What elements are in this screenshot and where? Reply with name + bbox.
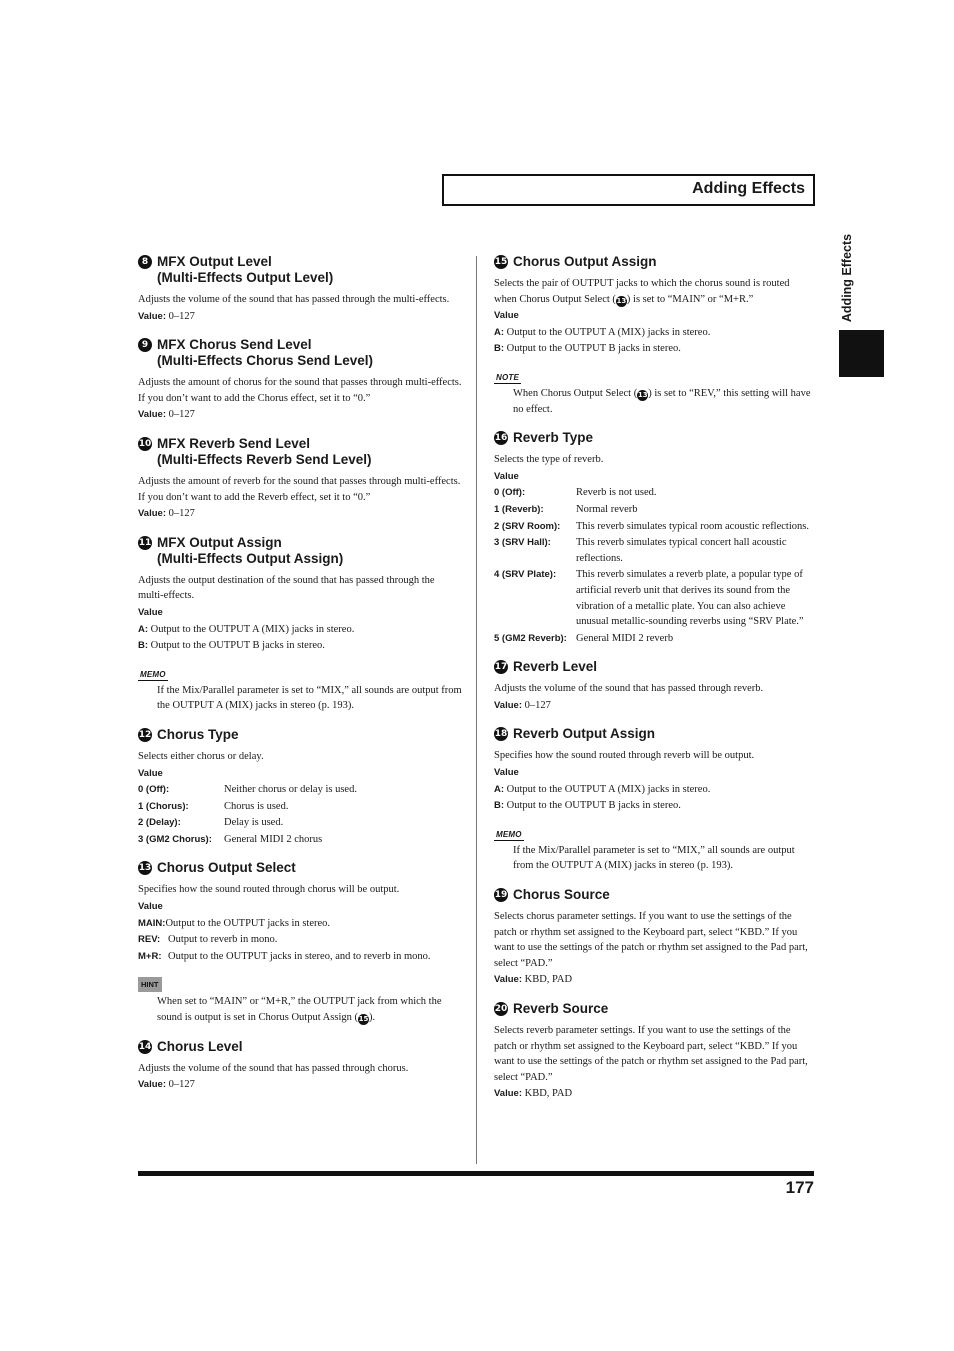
section-chorus-output-select (138, 860, 462, 1025)
option-text: Delay is used. (224, 817, 284, 829)
option-key: 3 (GM2 Chorus): (138, 833, 212, 845)
option-key: B: (138, 640, 149, 652)
section-number-badge: 15 (494, 257, 508, 267)
value-line (138, 1077, 462, 1093)
section-mfx-chorus-send-level (138, 337, 462, 423)
note-text (513, 386, 814, 417)
section-number-badge: 12 (138, 729, 152, 740)
option-key: B: (494, 800, 505, 812)
value-line (138, 407, 462, 423)
section-mfx-output-assign (138, 535, 462, 714)
section-heading (494, 659, 814, 675)
section-heading (138, 727, 462, 743)
reference-number-badge: 13 (616, 296, 627, 307)
memo-block (494, 824, 814, 874)
value-heading: Value (138, 606, 163, 618)
value-range: KBD, PAD (524, 1088, 573, 1100)
section-title: Reverb Source (513, 1001, 609, 1016)
value-range: 0–127 (168, 1079, 195, 1091)
section-reverb-level (494, 659, 814, 713)
option-text: General MIDI 2 chorus (224, 833, 323, 845)
section-reverb-type (494, 430, 814, 646)
section-number-badge: 13 (138, 863, 152, 874)
section-heading (138, 535, 462, 567)
option-key: 1 (Chorus): (138, 800, 189, 812)
note-icon: NOTE (496, 372, 520, 382)
option-text: Neither chorus or delay is used. (224, 784, 357, 796)
option-text: Chorus is used. (224, 800, 289, 812)
option-text: Output to the OUTPUT A (MIX) jacks in stereo. (506, 783, 711, 795)
option-key: 2 (SRV Room): (494, 520, 561, 532)
value-line (494, 698, 814, 714)
option-key: 4 (SRV Plate): (494, 569, 557, 581)
section-heading (138, 337, 462, 369)
section-description (494, 276, 814, 307)
section-description: Selects either chorus or delay. (138, 750, 264, 762)
section-description: Adjusts the amount of reverb for the sound that passes through multi-effects. If you don’t want to add the Reverb effect, set it to “0.” (138, 475, 461, 503)
option-key: 2 (Delay): (138, 817, 181, 829)
section-subtitle: (Multi-Effects Output Assign) (157, 550, 344, 566)
option-text: Output to reverb in mono. (168, 934, 278, 946)
option-key: A: (138, 623, 149, 635)
section-description: Adjusts the output destination of the sound that has passed through the multi-effects. (138, 574, 435, 602)
section-heading (138, 254, 462, 286)
value-option (494, 485, 814, 501)
section-title: Reverb Output Assign (513, 726, 656, 742)
value-option (494, 631, 814, 647)
note-text-start: When Chorus Output Select ( (513, 387, 638, 399)
value-range: KBD, PAD (524, 974, 573, 986)
section-number-badge: 20 (494, 1004, 508, 1014)
option-text: Normal reverb (576, 503, 638, 515)
hint-text-start: When set to “MAIN” or “M+R,” the OUTPUT jack from which the sound is output is set in Chorus Output Assign ( (157, 996, 442, 1024)
section-description: Specifies how the sound routed through chorus will be output. (138, 884, 400, 896)
value-range: 0–127 (168, 508, 195, 520)
memo-icon: MEMO (496, 829, 522, 839)
option-key: A: (494, 326, 505, 338)
option-text: General MIDI 2 reverb (576, 632, 674, 644)
section-number-badge: 8 (138, 255, 152, 269)
section-number-badge: 18 (494, 729, 508, 740)
reference-number-badge: 13 (637, 390, 648, 401)
section-title: Reverb Level (513, 659, 598, 675)
section-number-badge: 17 (494, 662, 508, 673)
option-key: MAIN: (138, 917, 166, 929)
header-box (442, 174, 815, 206)
side-tab-label: Adding Effects (840, 233, 854, 323)
value-heading: Value (138, 767, 163, 779)
value-heading: Value (138, 901, 163, 913)
value-option (138, 949, 462, 965)
section-heading (494, 254, 814, 270)
section-title: Chorus Output Select (157, 860, 296, 876)
option-key: 0 (Off): (138, 784, 170, 796)
value-label: Value: (138, 1079, 166, 1091)
section-number-badge: 10 (138, 438, 152, 449)
value-label: Value: (138, 409, 166, 421)
option-text: This reverb simulates typical concert hall acoustic reflections. (576, 537, 787, 564)
side-tab-marker (839, 330, 884, 377)
memo-block (138, 664, 462, 714)
value-heading: Value (494, 310, 519, 322)
option-text: Output to the OUTPUT B jacks in stereo. (506, 800, 681, 812)
value-option (138, 932, 462, 948)
section-title: MFX Output Assign (157, 534, 282, 550)
value-option (138, 638, 462, 654)
option-key: REV: (138, 934, 161, 946)
section-number-badge: 19 (494, 890, 508, 901)
value-option (494, 782, 814, 798)
section-subtitle: (Multi-Effects Output Level) (157, 270, 334, 285)
value-option (494, 341, 814, 357)
value-option (138, 916, 462, 932)
section-description: Selects chorus parameter settings. If you want to use the settings of the patch or rhythm set assigned to the Keyboard part, select “KBD.” If you want to use the settings of the patch or rhythm set assigned to the Pad part, select “PAD.” (494, 911, 808, 969)
memo-icon: MEMO (140, 669, 166, 679)
value-option (494, 535, 814, 566)
value-option (494, 567, 814, 629)
reference-number-badge: 15 (358, 1014, 369, 1025)
memo-text: If the Mix/Parallel parameter is set to “MIX,” all sounds are output from the OUTPUT A (MIX) jacks in stereo (p. 193). (157, 684, 462, 712)
option-key: A: (494, 783, 505, 795)
memo-text: If the Mix/Parallel parameter is set to “MIX,” all sounds are output from the OUTPUT A (MIX) jacks in stereo (p. 193). (513, 844, 795, 872)
value-option (494, 325, 814, 341)
section-title: MFX Reverb Send Level (157, 435, 311, 451)
section-number-badge: 16 (494, 433, 508, 444)
option-text: This reverb simulates typical room acoustic reflections. (576, 520, 809, 532)
option-text: Output to the OUTPUT jacks in stereo. (165, 917, 331, 929)
value-range: 0–127 (168, 409, 195, 421)
section-heading (494, 430, 814, 446)
section-description: Selects the type of reverb. (494, 454, 604, 466)
left-column (138, 254, 462, 1106)
value-heading: Value (494, 767, 519, 779)
option-text: Output to the OUTPUT B jacks in stereo. (150, 640, 325, 652)
value-option (138, 622, 462, 638)
section-description: Adjusts the volume of the sound that has passed through chorus. (138, 1062, 409, 1074)
value-label: Value: (494, 699, 522, 711)
section-title: MFX Output Level (157, 254, 272, 269)
value-range: 0–127 (524, 699, 551, 711)
section-description: Selects reverb parameter settings. If you want to use the settings of the patch or rhythm set assigned to the Keyboard part, select “KBD.” If you want to use the settings of the patch or rhythm set assigned to the Pad part, select “PAD.” (494, 1025, 808, 1083)
option-text: This reverb simulates a reverb plate, a popular type of artificial reverb unit that derives its sound from the vibration of a metallic plate. You can also achieve unusual metallic-sounding reverbs using “SRV Plate.” (576, 569, 804, 628)
section-chorus-output-assign (494, 254, 814, 417)
side-tab (836, 230, 858, 326)
section-heading (138, 436, 462, 468)
section-title: MFX Chorus Send Level (157, 337, 312, 353)
section-chorus-level (138, 1039, 462, 1093)
hint-block (138, 974, 462, 1025)
section-description: Adjusts the amount of chorus for the sound that passes through multi-effects. If you don’t want to add the Chorus effect, set it to “0.” (138, 377, 462, 404)
section-title: Chorus Level (157, 1038, 243, 1054)
value-option (138, 782, 462, 798)
value-label: Value: (494, 1088, 522, 1100)
value-label: Value: (138, 310, 166, 322)
option-text: Output to the OUTPUT A (MIX) jacks in stereo. (150, 623, 355, 635)
footer-rule (138, 1171, 814, 1176)
option-key: 1 (Reverb): (494, 503, 544, 515)
value-option (138, 815, 462, 831)
section-subtitle: (Multi-Effects Reverb Send Level) (157, 451, 372, 467)
option-text: Output to the OUTPUT A (MIX) jacks in stereo. (506, 326, 711, 338)
section-title: Chorus Output Assign (513, 254, 657, 269)
section-description: Specifies how the sound routed through reverb will be output. (494, 750, 755, 762)
option-key: 5 (GM2 Reverb): (494, 632, 567, 644)
section-heading (494, 726, 814, 742)
section-number-badge: 11 (138, 537, 152, 548)
value-option (494, 519, 814, 535)
section-number-badge: 9 (138, 338, 152, 352)
section-reverb-source (494, 1001, 814, 1102)
section-chorus-type (138, 727, 462, 848)
section-number-badge: 14 (138, 1041, 152, 1052)
page-header-title: Adding Effects (692, 180, 805, 197)
page-number: 177 (785, 1178, 814, 1197)
column-divider (476, 256, 477, 1164)
value-label: Value: (494, 974, 522, 986)
section-heading (138, 1039, 462, 1055)
section-description: Adjusts the volume of the sound that has passed through the multi-effects. (138, 294, 450, 305)
value-range: 0–127 (168, 310, 195, 322)
section-title: Reverb Type (513, 430, 594, 446)
section-title: Chorus Source (513, 887, 610, 903)
value-line (138, 309, 462, 325)
note-text-end: ) is set to “REV,” this setting will have no effect. (513, 387, 811, 415)
option-key: 3 (SRV Hall): (494, 537, 551, 549)
section-mfx-reverb-send-level (138, 436, 462, 522)
note-block (494, 367, 814, 417)
section-chorus-source (494, 887, 814, 988)
value-line (494, 972, 814, 988)
hint-text (157, 994, 462, 1025)
value-line (494, 1086, 814, 1102)
value-option (494, 798, 814, 814)
value-heading: Value (494, 470, 519, 482)
section-title: Chorus Type (157, 726, 239, 742)
option-text: Output to the OUTPUT B jacks in stereo. (506, 343, 681, 355)
section-description: Adjusts the volume of the sound that has passed through reverb. (494, 683, 764, 695)
value-label: Value: (138, 508, 166, 520)
section-subtitle: (Multi-Effects Chorus Send Level) (157, 353, 374, 369)
section-heading (138, 860, 462, 876)
section-heading (494, 887, 814, 903)
section-reverb-output-assign (494, 726, 814, 874)
value-line (138, 506, 462, 522)
value-option (138, 799, 462, 815)
option-key: B: (494, 343, 505, 355)
value-option (138, 832, 462, 848)
option-text: Output to the OUTPUT jacks in stereo, and to reverb in mono. (168, 950, 431, 962)
description-end: ) is set to “MAIN” or “M+R.” (626, 293, 754, 305)
option-text: Reverb is not used. (576, 487, 657, 499)
section-heading (494, 1001, 814, 1017)
hint-text-end: ). (368, 1012, 376, 1024)
value-option (494, 502, 814, 518)
option-key: 0 (Off): (494, 487, 526, 499)
section-mfx-output-level (138, 254, 462, 324)
hint-icon: HINT (138, 977, 162, 992)
right-column (494, 254, 814, 1115)
description-start: Selects the pair of OUTPUT jacks to which the chorus sound is routed when Chorus Output Select ( (494, 278, 790, 305)
option-key: M+R: (138, 950, 162, 962)
